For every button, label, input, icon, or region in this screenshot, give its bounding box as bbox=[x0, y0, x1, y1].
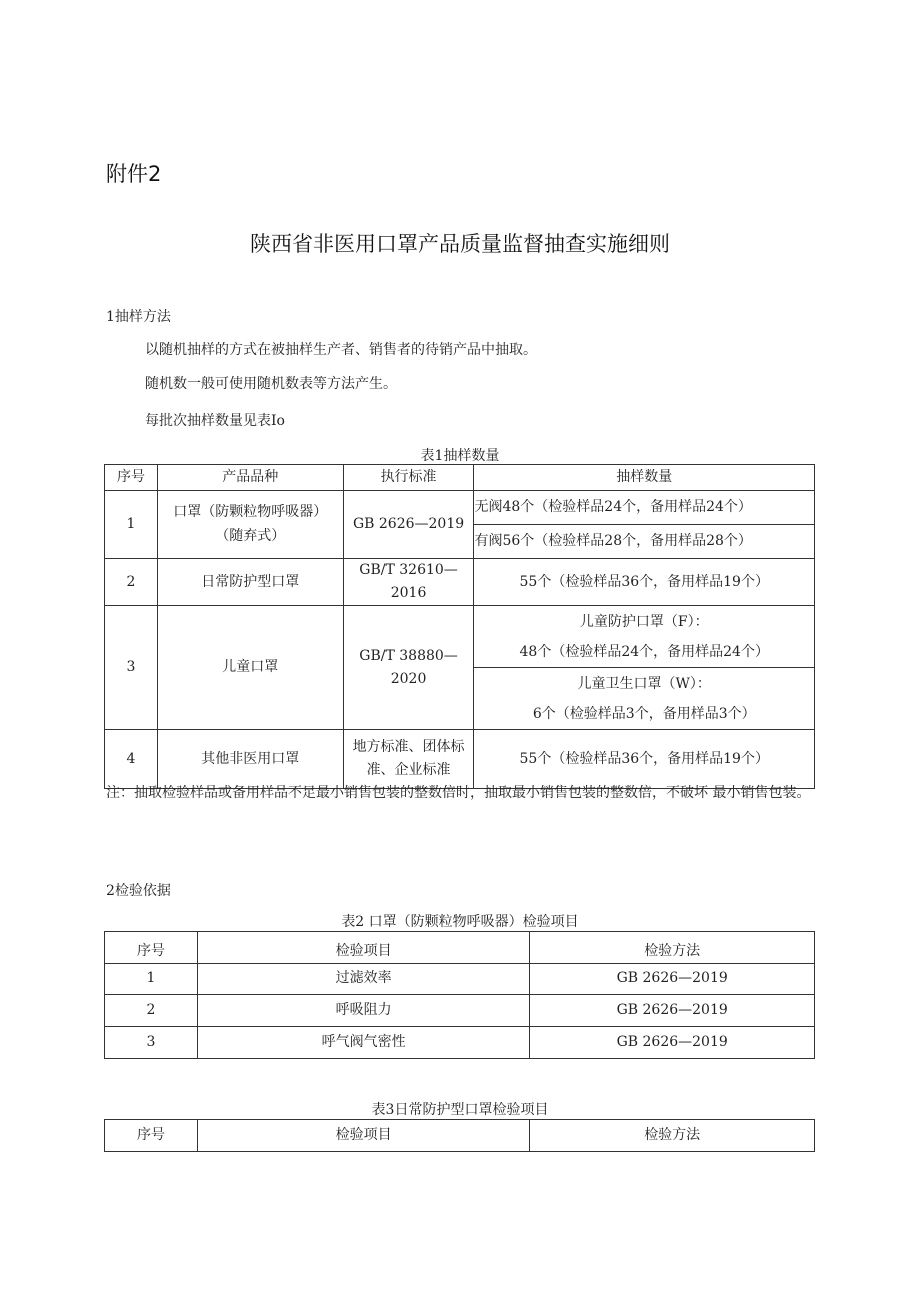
paragraph: 以随机抽样的方式在被抽样生产者、销售者的待销产品中抽取。 bbox=[145, 342, 537, 358]
product-type-line: 口罩（防颗粒物呼吸器） bbox=[173, 504, 328, 521]
standard-line: 地方标准、团体标 bbox=[352, 739, 465, 756]
column-header: 序号 bbox=[105, 932, 198, 964]
annex-label: 附件2 bbox=[106, 162, 162, 186]
table-row bbox=[105, 491, 815, 525]
daily-mask-test-items-table bbox=[104, 1119, 815, 1152]
test-method: GB 2626—2019 bbox=[530, 964, 815, 995]
respirator-test-items-table bbox=[104, 931, 815, 1059]
table-header-row bbox=[105, 932, 815, 964]
column-header: 产品品种 bbox=[157, 465, 343, 491]
test-item: 过滤效率 bbox=[197, 964, 530, 995]
section-1-heading: 1抽样方法 bbox=[106, 309, 171, 325]
table-note: 注：抽取检验样品或备用样品不足最小销售包装的整数倍时，抽取最小销售包装的整数倍，不破坏 最小销售包装。 bbox=[106, 785, 811, 801]
table-row bbox=[105, 964, 815, 995]
document-title: 陕西省非医用口罩产品质量监督抽查实施细则 bbox=[250, 232, 670, 256]
product-type-cell bbox=[157, 491, 343, 559]
row-number: 1 bbox=[105, 964, 198, 995]
sampling-line: 48个（检验样品24个，备用样品24个） bbox=[519, 643, 769, 660]
row-number: 4 bbox=[105, 730, 158, 789]
row-number: 1 bbox=[105, 491, 158, 559]
table2-caption: 表2 口罩（防颗粒物呼吸器）检验项目 bbox=[341, 914, 579, 930]
test-item: 呼气阀气密性 bbox=[197, 1027, 530, 1059]
test-method: GB 2626—2019 bbox=[530, 1027, 815, 1059]
paragraph: 随机数一般可使用随机数表等方法产生。 bbox=[145, 376, 397, 392]
table-row bbox=[105, 559, 815, 606]
sampling-table bbox=[104, 464, 815, 789]
row-number: 3 bbox=[105, 606, 158, 730]
product-type-line: （随弃式） bbox=[215, 527, 286, 544]
standard-cell bbox=[343, 606, 474, 730]
sampling-line: 儿童防护口罩（F）： bbox=[579, 613, 709, 630]
column-header: 序号 bbox=[105, 465, 158, 491]
sampling-line: 儿童卫生口罩（W）： bbox=[577, 675, 711, 692]
standard-cell: GB 2626—2019 bbox=[343, 491, 474, 559]
sampling-cell: 55个（检验样品36个，备用样品19个） bbox=[474, 730, 815, 789]
table-row bbox=[105, 606, 815, 668]
sampling-cell: 55个（检验样品36个，备用样品19个） bbox=[474, 559, 815, 606]
product-type-cell: 儿童口罩 bbox=[157, 606, 343, 730]
product-type-cell: 其他非医用口罩 bbox=[157, 730, 343, 789]
paragraph: 每批次抽样数量见表Io bbox=[145, 413, 285, 429]
standard-line: 准、企业标准 bbox=[366, 762, 451, 779]
column-header: 执行标准 bbox=[343, 465, 474, 491]
row-number: 2 bbox=[105, 995, 198, 1027]
column-header: 序号 bbox=[105, 1120, 198, 1152]
table-header-row bbox=[105, 1120, 815, 1152]
column-header: 检验方法 bbox=[530, 932, 815, 964]
column-header: 检验项目 bbox=[197, 1120, 530, 1152]
standard-line: GB/T 38880— bbox=[359, 647, 458, 664]
sampling-cell bbox=[474, 668, 815, 730]
standard-line: 2020 bbox=[390, 670, 427, 687]
table3-caption: 表3日常防护型口罩检验项目 bbox=[371, 1102, 549, 1118]
section-2-heading: 2检验依据 bbox=[106, 883, 171, 899]
test-method: GB 2626—2019 bbox=[530, 995, 815, 1027]
standard-cell: GB/T 32610—2016 bbox=[343, 559, 474, 606]
sampling-line: 6个（检验样品3个，备用样品3个） bbox=[532, 705, 756, 722]
test-item: 呼吸阻力 bbox=[197, 995, 530, 1027]
sampling-cell bbox=[474, 606, 815, 668]
column-header: 检验方法 bbox=[530, 1120, 815, 1152]
column-header: 检验项目 bbox=[197, 932, 530, 964]
table-row bbox=[105, 1027, 815, 1059]
sampling-cell: 有阀56个（检验样品28个，备用样品28个） bbox=[474, 525, 815, 559]
column-header: 抽样数量 bbox=[474, 465, 815, 491]
row-number: 3 bbox=[105, 1027, 198, 1059]
sampling-cell: 无阀48个（检验样品24个，备用样品24个） bbox=[474, 491, 815, 525]
row-number: 2 bbox=[105, 559, 158, 606]
product-type-cell: 日常防护型口罩 bbox=[157, 559, 343, 606]
table1-caption: 表1抽样数量 bbox=[420, 448, 500, 464]
table-header-row bbox=[105, 465, 815, 491]
table-row bbox=[105, 995, 815, 1027]
